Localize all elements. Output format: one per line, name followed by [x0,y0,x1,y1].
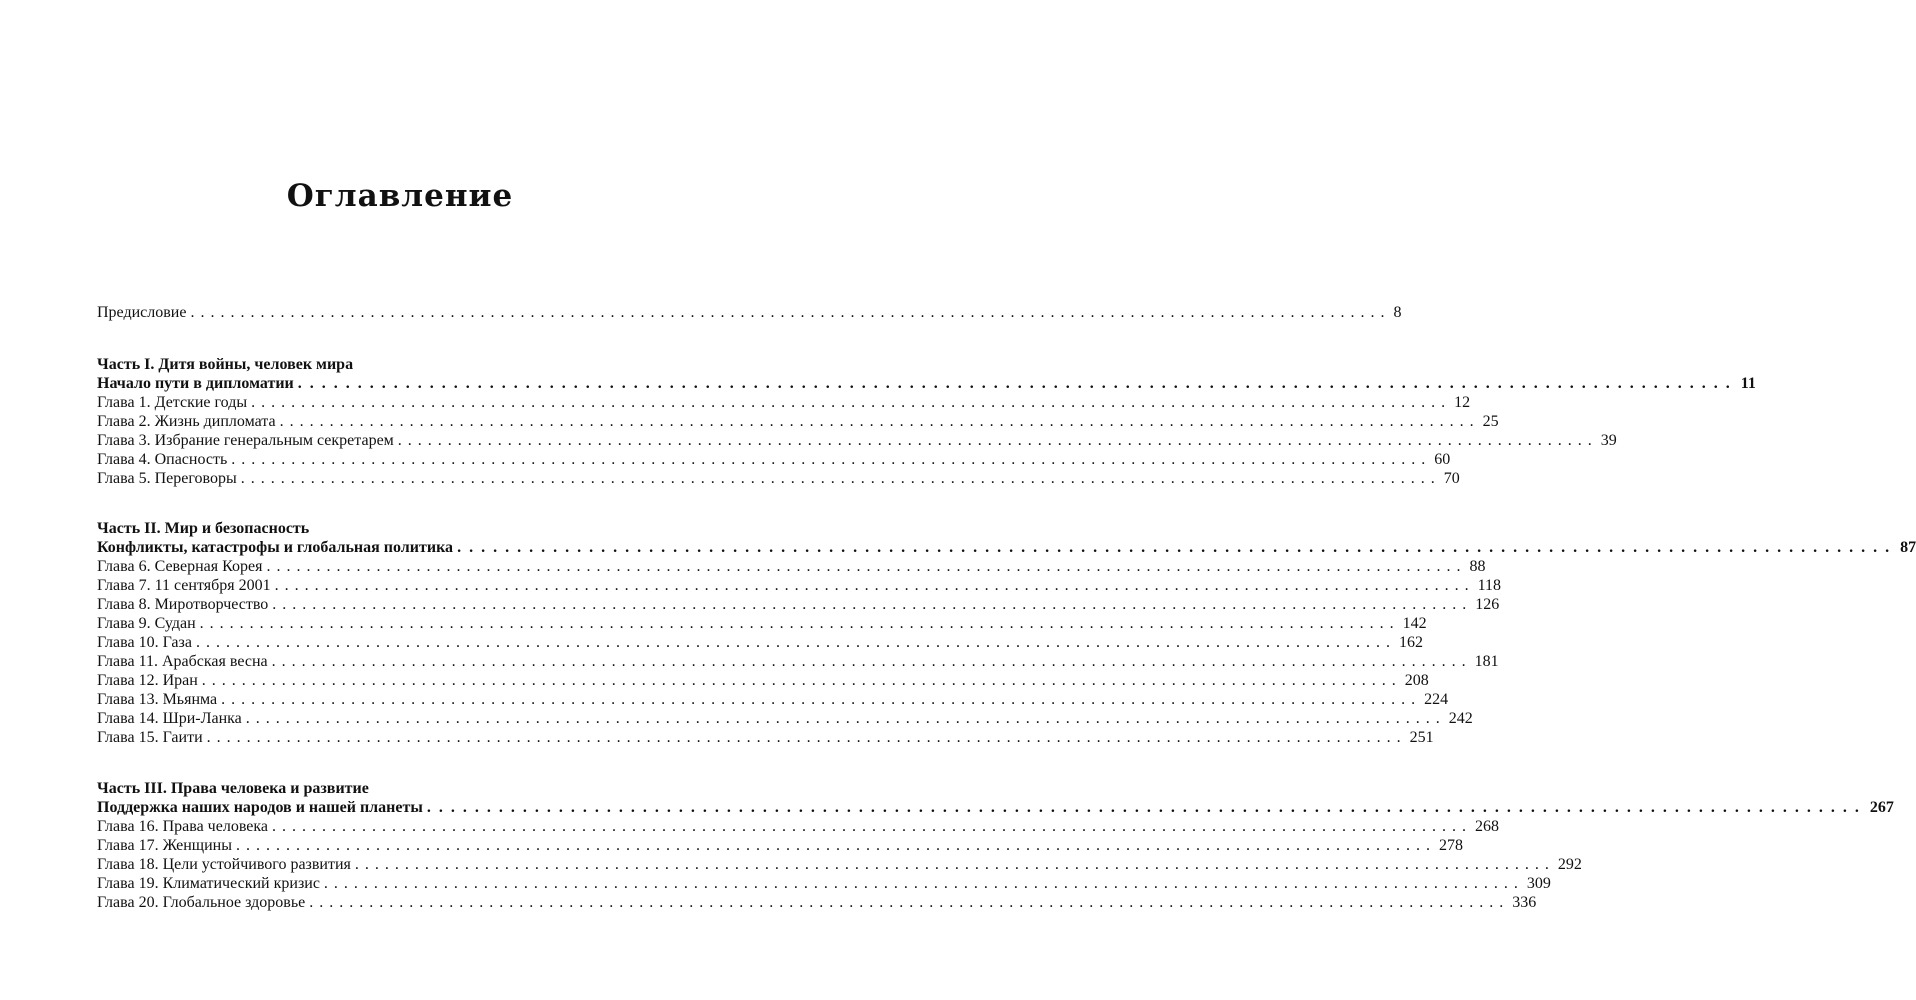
toc-entry-label: Глава 2. Жизнь дипломата [97,413,276,430]
toc-entry-chapter[interactable] [97,557,1486,576]
toc-entry-page: 118 [1477,577,1501,594]
toc-entry-page: 39 [1600,432,1617,449]
toc-entry-label: Глава 4. Опасность [97,451,228,468]
toc-entry-page: 181 [1474,653,1499,670]
leader-dots: ........................................................................................................................ [201,672,1402,689]
leader-dots: ........................................................................................................................ [190,304,1391,321]
toc-entry-page: 162 [1398,634,1423,651]
toc-entry-label: Глава 11. Арабская весна [97,653,268,670]
toc-entry-chapter[interactable] [97,893,1537,912]
leader-dots: ........................................................................................................................ [309,894,1510,911]
leader-dots: ........................................................................................................................ [251,394,1452,411]
toc-entry-page: 292 [1557,856,1582,873]
leader-dots: ........................................................................................................................ [279,413,1480,430]
toc-entry-part-subtitle[interactable] [97,798,1894,817]
leader-dots: ........................................................................................................................ [235,837,1436,854]
toc-entry-chapter[interactable] [97,469,1460,488]
toc-entry-page: 267 [1869,799,1894,816]
toc-entry-page: 336 [1512,894,1537,911]
leader-dots: ........................................................................................................................ [297,375,1738,392]
toc-entry-chapter[interactable] [97,633,1423,652]
leader-dots: ........................................................................................................................ [272,818,1473,835]
toc-entry-chapter[interactable] [97,671,1429,690]
toc-entry-page: 70 [1443,470,1460,487]
toc-entry-part-subtitle[interactable] [97,374,1756,393]
leader-dots: ........................................................................................................................ [240,470,1441,487]
leader-dots: ........................................................................................................................ [195,634,1396,651]
toc-entry-label: Глава 20. Глобальное здоровье [97,894,306,911]
toc-entry-page: 142 [1402,615,1427,632]
leader-dots: ........................................................................................................................ [245,710,1446,727]
toc-entry-label: Глава 6. Северная Корея [97,558,263,575]
leader-dots: ........................................................................................................................ [272,596,1473,613]
leader-dots: ........................................................................................................................ [271,653,1472,670]
toc-entry-chapter[interactable] [97,595,1500,614]
toc-entry-label: Глава 7. 11 сентября 2001 [97,577,271,594]
toc-entry-chapter[interactable] [97,450,1451,469]
leader-dots: ........................................................................................................................ [206,729,1407,746]
toc-entry-page: 87 [1900,539,1916,556]
toc-entry-part-subtitle[interactable] [97,538,1916,557]
toc-entry-label: Глава 18. Цели устойчивого развития [97,856,351,873]
toc-entry-label: Глава 19. Климатический кризис [97,875,320,892]
toc-entry-label: Глава 1. Детские годы [97,394,248,411]
leader-dots: ........................................................................................................................ [274,577,1475,594]
toc-entry-chapter[interactable] [97,614,1427,633]
toc-entry-label: Глава 13. Мьянма [97,691,218,708]
toc-entry-page: 11 [1740,375,1756,392]
toc-entry-label: Начало пути в дипломатии [97,375,294,392]
toc-entry-chapter[interactable] [97,709,1473,728]
leader-dots: ........................................................................................................................ [199,615,1400,632]
leader-dots: ........................................................................................................................ [457,539,1898,556]
leader-dots: ........................................................................................................................ [231,451,1432,468]
toc-entry-label: Глава 8. Миротворчество [97,596,269,613]
toc-entry-chapter[interactable] [97,855,1582,874]
toc-entry-label: Глава 12. Иран [97,672,198,689]
leader-dots: ........................................................................................................................ [221,691,1422,708]
toc-entry-label: Глава 3. Избрание генеральным секретарем [97,432,394,449]
toc-entry-page: 278 [1438,837,1463,854]
toc-entry-page: 12 [1454,394,1471,411]
toc-entry-chapter[interactable] [97,652,1499,671]
toc-entry-preface[interactable] [97,303,1402,322]
toc-entry-page: 25 [1482,413,1499,430]
toc-entry-page: 126 [1475,596,1500,613]
toc-entry-chapter[interactable] [97,690,1449,709]
toc-entry-page: 224 [1424,691,1449,708]
toc-entry-page: 242 [1448,710,1473,727]
toc-entry-page: 60 [1434,451,1451,468]
toc-entry-label: Глава 5. Переговоры [97,470,237,487]
part-heading: Часть III. Права человека и развитие [97,780,369,797]
toc-entry-page: 8 [1393,304,1402,321]
toc-entry-label: Глава 16. Права человека [97,818,269,835]
toc-entry-chapter[interactable] [97,874,1551,893]
part-heading: Часть II. Мир и безопасность [97,520,310,537]
toc-entry-page: 268 [1475,818,1500,835]
leader-dots: ........................................................................................................................ [266,558,1467,575]
toc-entry-label: Глава 9. Судан [97,615,196,632]
toc-entry-label: Конфликты, катастрофы и глобальная политика [97,539,454,556]
part-heading: Часть I. Дитя войны, человек мира [97,356,354,373]
toc-entry-page: 309 [1526,875,1551,892]
toc-entry-label: Поддержка наших народов и нашей планеты [97,799,423,816]
toc-entry-label: Предисловие [97,304,187,321]
toc-entry-label: Глава 14. Шри-Ланка [97,710,242,727]
toc-entry-chapter[interactable] [97,431,1617,450]
page-title: Оглавление [286,178,514,214]
leader-dots: ........................................................................................................................ [354,856,1555,873]
toc-entry-label: Глава 10. Газа [97,634,192,651]
leader-dots: ........................................................................................................................ [426,799,1867,816]
toc-entry-chapter[interactable] [97,393,1471,412]
toc-entry-page: 208 [1404,672,1429,689]
toc-entry-chapter[interactable] [97,728,1434,747]
toc-entry-chapter[interactable] [97,817,1500,836]
toc-entry-chapter[interactable] [97,412,1499,431]
toc-entry-chapter[interactable] [97,576,1501,595]
toc-entry-label: Глава 17. Женщины [97,837,232,854]
toc-entry-chapter[interactable] [97,836,1463,855]
toc-entry-page: 88 [1469,558,1486,575]
toc-entry-page: 251 [1409,729,1434,746]
leader-dots: ........................................................................................................................ [323,875,1524,892]
leader-dots: ........................................................................................................................ [397,432,1598,449]
toc-entry-label: Глава 15. Гаити [97,729,203,746]
